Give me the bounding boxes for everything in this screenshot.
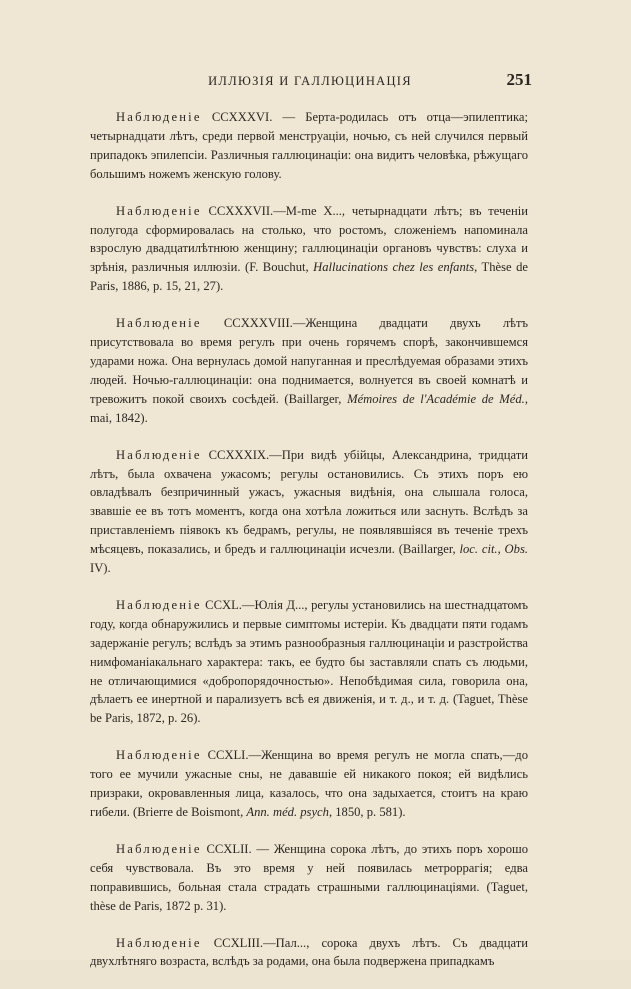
- body-text: [90, 108, 528, 989]
- citation-title: loc. cit., Obs.: [459, 542, 528, 557]
- observation-paragraph: [90, 108, 528, 184]
- page-header: [90, 72, 530, 92]
- observation-label: Наблюденіе: [116, 935, 202, 950]
- paragraph-text: CCXLIII.—Пал..., сорока двухъ лѣтъ. Съ двадцати двухлѣтняго возраста, вслѣдъ за родами, она была подвержена припадкамъ: [90, 935, 528, 969]
- citation-title: Mémoires de l'Académie de Méd.: [347, 391, 525, 406]
- observation-paragraph: [90, 746, 528, 822]
- paragraph-text: CCXXXVII.—M-me X..., четырнадцати лѣтъ; въ теченіи полугода сформировалась на столько, что ростомъ, сложеніемъ напоминала взрослую двадцатилѣтнюю женщину; галлюцинаціи органовъ чувствъ: слуха и зрѣнія, различныя иллюзіи. (F. Bouchut,: [90, 203, 528, 275]
- page-number: 251: [506, 70, 532, 89]
- paragraph-text: , mai, 1842).: [90, 391, 528, 425]
- observation-label: Наблюденіе: [116, 597, 202, 612]
- paragraph-text: , Thèse de Paris, 1886, p. 15, 21, 27).: [90, 260, 528, 294]
- observation-label: Наблюденіе: [116, 748, 202, 763]
- observation-label: Наблюденіе: [116, 316, 202, 331]
- citation-title: Ann. méd. psych: [246, 805, 329, 819]
- observation-label: Наблюденіе: [116, 203, 202, 218]
- observation-paragraph: [90, 934, 528, 972]
- citation-title: Hallucinations chez les enfants: [313, 260, 475, 275]
- observation-label: Наблюденіе: [116, 841, 202, 856]
- observation-paragraph: [90, 596, 528, 728]
- observation-paragraph: [90, 202, 528, 297]
- paragraph-text: CCXXXVIII.—Женщина двадцати двухъ лѣтъ присутствовала во время регулъ при очень горячемъ спорѣ, закончившемся ударами ножа. Она вернулась домой напуганная и преслѣдуемая образами этихъ людей. Ночью-галлюцинаціи: она поднимается, волнуется въ своей комнатѣ и тревожитъ покой своихъ сосѣдей. (Baillarger,: [90, 316, 528, 406]
- observation-paragraph: [90, 840, 528, 916]
- paragraph-text: IV).: [90, 561, 111, 576]
- running-title: ИЛЛЮЗІЯ И ГАЛЛЮЦИНАЦІЯ: [208, 74, 412, 88]
- paragraph-text: , 1850, p. 581).: [328, 805, 406, 819]
- observation-paragraph: [90, 314, 528, 427]
- paragraph-text: CCXXXVI. — Берта-родилась отъ отца—эпилептика; четырнадцати лѣтъ, среди первой менструаціи, ночью, съ ней случился первый припадокъ эпилепсіи. Различныя галлюцинаціи: она видитъ человѣка, рѣжущаго большимъ ножемъ женскую голову.: [90, 110, 528, 181]
- observation-label: Наблюденіе: [116, 447, 202, 462]
- observation-label: Наблюденіе: [116, 110, 202, 124]
- observation-paragraph: [90, 446, 528, 578]
- paragraph-text: CCXLII. — Женщина сорока лѣтъ, до этихъ поръ хорошо себя чувствовала. Въ это время у ней появилась метроррагія; едва поправившись, больная стала страдать страшными галлюцинаціями. (Taguet, thèse de Paris, 1872 p. 31).: [90, 841, 528, 913]
- paragraph-text: CCXL.—Юлія Д..., регулы установились на шестнадцатомъ году, когда обнаружились и первые симптомы истеріи. Къ двадцати пяти годамъ задержаніе регулъ; вслѣдъ за этимъ разнообразныя галлюцинаціи и разстройства нимфоманіакальнаго характера: такъ, ее будто бы заставляли спать съ людьми, не отличающимися «добропорядочностью». Непобѣдимая сила, говорила она, дѣлаетъ ее инертной и парализуетъ всѣ ея движенія, и т. д., и т. д. (Taguet, Thèse be Paris, 1872, p. 26).: [90, 597, 528, 726]
- paragraph-text: CCXLI.—Женщина во время регулъ не могла спать,—до того ее мучили ужасные сны, не дававшіе ей никакого покоя; ей видѣлись призраки, окровавленныя лица, казалось, что она задыхается, стоитъ на краю гибели. (Brierre de Boismont,: [90, 748, 528, 819]
- paragraph-text: CCXXXIX.—При видѣ убійцы, Александрина, тридцати лѣтъ, была охвачена ужасомъ; регулы остановились. Съ этихъ поръ ею овладѣвалъ безпричинный ужасъ, ужасныя видѣнія, она слышала голоса, звавшіе ее въ тотъ моментъ, когда она хотѣла ложиться или заснуть. Вслѣдъ за приставленіемъ піявокъ къ бедрамъ, регулы, не появлявшіяся въ теченіе трехъ мѣсяцевъ, показались, и бредъ и галлюцинаціи исчезли. (Baillarger,: [90, 447, 528, 557]
